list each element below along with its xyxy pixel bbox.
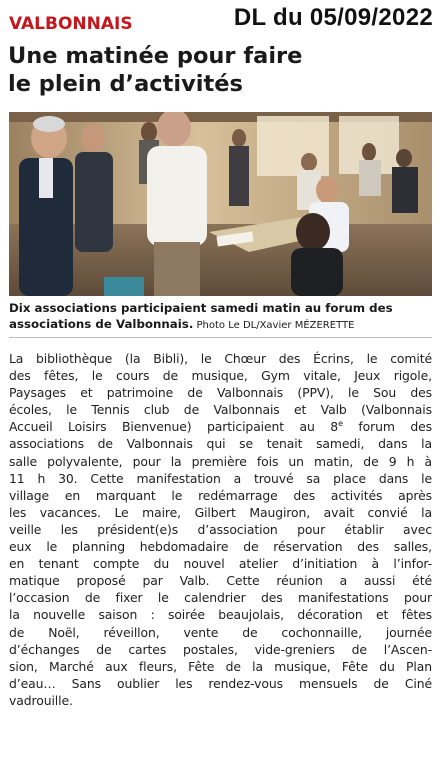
body-line: Paysages et patrimoine de Valbonnais (PPV), le Sou des bbox=[9, 385, 432, 401]
body-line: associations de Valbonnais qui se tenait samedi, dans la bbox=[9, 436, 432, 452]
ordinal-superscript: e bbox=[338, 419, 343, 429]
body-line-part: forum des bbox=[342, 419, 432, 435]
article-headline bbox=[8, 42, 428, 98]
body-line: 11 h 30. Cette manifestation a trouvé sa place dans le bbox=[9, 470, 432, 486]
body-line: écoles, le Tennis club de Valbonnais et Valb (Valbonnais bbox=[9, 402, 432, 418]
body-line: salle polyvalente, pour la première fois un matin, de 9 h à bbox=[9, 453, 432, 469]
photo-credit: Photo Le DL/Xavier MÉZERETTE bbox=[193, 320, 355, 331]
body-line: matique proposé par Valb. Cette réunion a aussi été bbox=[9, 573, 432, 589]
caption-divider bbox=[9, 337, 432, 338]
body-line: La bibliothèque (la Bibli), le Chœur des Écrins, le comité bbox=[9, 351, 432, 366]
caption-line-2 bbox=[9, 316, 432, 334]
section-kicker: VALBONNAIS bbox=[9, 14, 133, 34]
article-body bbox=[9, 350, 432, 709]
body-line bbox=[9, 418, 432, 435]
caption-bold-line-1: Dix associations participaient samedi matin au forum des bbox=[9, 301, 393, 315]
body-line: l’occasion de fixer le calendrier des manifestations pour bbox=[9, 590, 432, 606]
body-line: village en marquant le redémarrage des activités après bbox=[9, 487, 432, 503]
body-line: eux le planning hebdomadaire de réservation des salles, bbox=[9, 539, 432, 555]
headline-line-2: le plein d’activités bbox=[8, 71, 243, 97]
body-line: d’échanges de cartes postales, vide-greniers de l’Ascen- bbox=[9, 641, 432, 657]
forum-scene-photo bbox=[9, 112, 432, 296]
newspaper-source-date: DL du 05/09/2022 bbox=[233, 4, 433, 31]
body-line: vadrouille. bbox=[9, 692, 73, 708]
body-line: veille les président(e)s d’association pour établir avec bbox=[9, 521, 432, 537]
body-line: d’eau… Sans oublier les rendez-vous mensuels de Ciné bbox=[9, 675, 432, 691]
body-line: de Noël, réveillon, vente de cochonnaille, journée bbox=[9, 624, 432, 640]
caption-bold-line-2: associations de Valbonnais. bbox=[9, 317, 194, 331]
body-line: la nouvelle saison : soirée beaujolais, décoration et fêtes bbox=[9, 607, 432, 623]
body-line: les vacances. Le maire, Gilbert Maugiron, avait convié la bbox=[9, 504, 432, 520]
body-line: sion, Marché aux fleurs, Fête de la musique, Fête du Plan bbox=[9, 658, 432, 674]
body-line: en tenant compte du nouvel atelier d’initiation à l’infor- bbox=[9, 556, 432, 572]
body-line: des fêtes, le cours de musique, Gym vitale, Jeux rigole, bbox=[9, 368, 432, 384]
photo-caption bbox=[9, 300, 432, 334]
headline-line-1: Une matinée pour faire bbox=[8, 43, 303, 69]
caption-line-1 bbox=[9, 300, 432, 316]
body-line-part: Accueil Loisirs Bienvenue) participaient au 8 bbox=[9, 419, 339, 435]
article-photo bbox=[9, 112, 432, 296]
